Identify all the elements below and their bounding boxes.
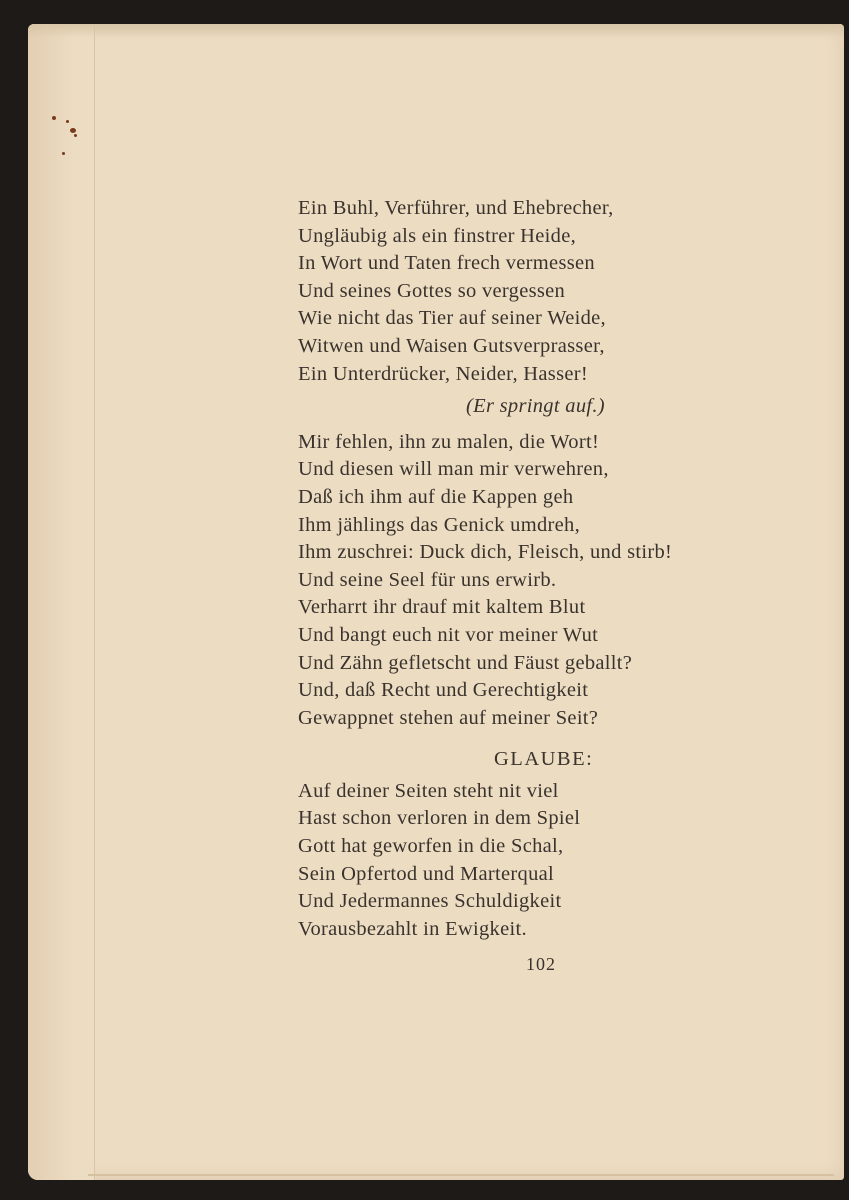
foxing-spot: [52, 116, 56, 120]
verse-line: Wie nicht das Tier auf seiner Weide,: [298, 307, 606, 330]
verse-3: [298, 778, 798, 944]
verse-line: Ihm jählings das Genick umdreh,: [298, 513, 581, 536]
verse-line: Und Jedermannes Schuldigkeit: [298, 890, 562, 913]
verse-line: Gott hat geworfen in die Schal,: [298, 835, 564, 858]
verse-line: Und seines Gottes so vergessen: [298, 279, 566, 302]
foxing-spot: [70, 128, 76, 133]
speaker-name: GLAUBE:: [494, 748, 594, 771]
verse-line: Vorausbezahlt in Ewigkeit.: [298, 917, 527, 940]
stage-direction: (Er springt auf.): [466, 395, 605, 418]
page-bottom-edge: [88, 1174, 834, 1176]
verse-line: Und diesen will man mir verwehren,: [298, 458, 609, 481]
verse-line: In Wort und Taten frech vermessen: [298, 252, 595, 275]
verse-line: Hast schon verloren in dem Spiel: [298, 807, 581, 830]
verse-line: Auf deiner Seiten steht nit viel: [298, 779, 559, 802]
poem-text: [298, 195, 798, 943]
verse-line: Daß ich ihm auf die Kappen geh: [298, 485, 574, 508]
verse-line: Ungläubig als ein finstrer Heide,: [298, 224, 577, 247]
verse-line: Und Zähn gefletscht und Fäust geballt?: [298, 651, 633, 674]
verse-1: [298, 195, 798, 388]
foxing-spot: [74, 134, 77, 137]
verse-line: Verharrt ihr drauf mit kaltem Blut: [298, 596, 586, 619]
verse-2: [298, 429, 798, 733]
verse-line: Sein Opfertod und Marterqual: [298, 862, 555, 885]
verse-line: Ein Unterdrücker, Neider, Hasser!: [298, 362, 589, 385]
verse-line: Und seine Seel für uns erwirb.: [298, 568, 557, 591]
verse-line: Ihm zuschrei: Duck dich, Fleisch, und stirb!: [298, 541, 673, 564]
page-gutter: [28, 24, 95, 1180]
page-number: 102: [526, 954, 556, 974]
verse-line: Und bangt euch nit vor meiner Wut: [298, 623, 599, 646]
verse-line: Und, daß Recht und Gerechtigkeit: [298, 679, 589, 702]
book-page: [28, 24, 844, 1180]
verse-line: Ein Buhl, Verführer, und Ehebrecher,: [298, 197, 614, 219]
verse-line: Witwen und Waisen Gutsverprasser,: [298, 334, 605, 357]
foxing-spot: [62, 152, 65, 155]
verse-line: Gewappnet stehen auf meiner Seit?: [298, 706, 599, 729]
foxing-spot: [66, 120, 69, 123]
page-top-edge: [28, 24, 844, 38]
verse-line: Mir fehlen, ihn zu malen, die Wort!: [298, 430, 600, 453]
